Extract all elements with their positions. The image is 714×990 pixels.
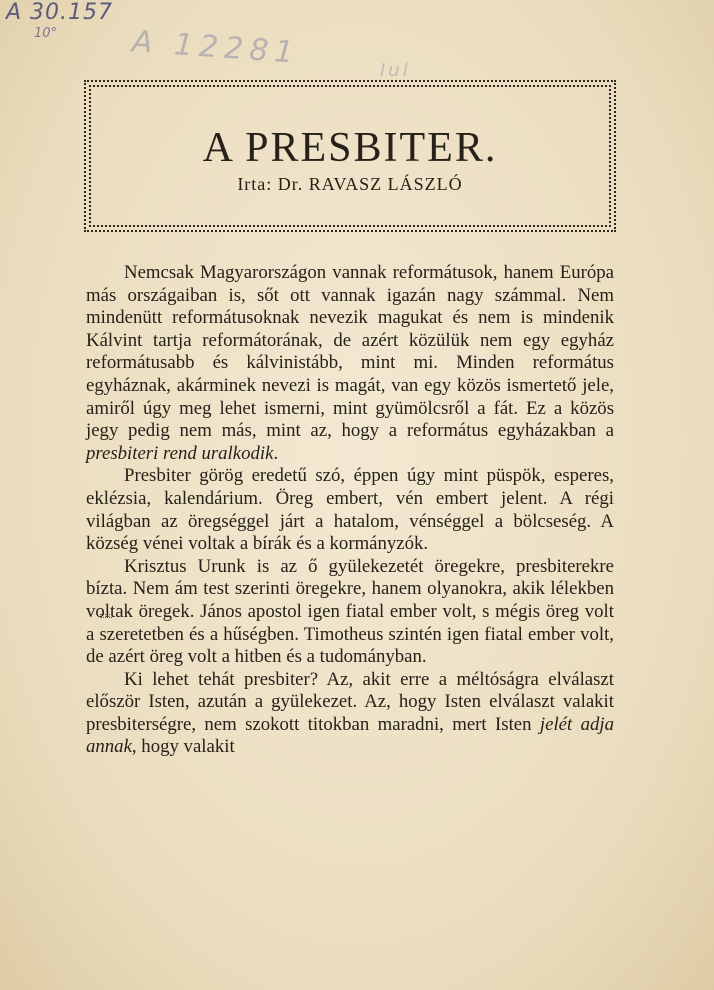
author-name: RAVASZ LÁSZLÓ [308, 174, 463, 194]
author-line [84, 174, 616, 195]
handwritten-catalog-number: A 30.157 [6, 0, 114, 25]
paragraph: Presbiter görög eredetű szó, éppen úgy mint püspök, esperes, eklézsia, kalendárium. Öreg embert, vén embert jelent. A régi világban az öregséggel járt a hatalom, vénséggel a bölcseség. A község vénei voltak a bírák és a kormányzók. [86, 465, 614, 555]
faint-inventory-number: A 12281 [130, 24, 301, 71]
page-title: A PRESBITER. [202, 125, 498, 171]
faint-handwritten-note: Iul [380, 60, 411, 81]
margin-mark [100, 614, 112, 618]
paragraph: Nemcsak Magyarországon vannak reformátusok, hanem Európa más országaiban is, sőt ott vannak igazán nagy számmal. Nem mindenütt reformátusoknak nevezik magukat és nem is mindenik Kálvint tartja reformátorának, de azért közülük nem egy egyház reformátusabb és kálvinistább, mint mi. Minden református egyháznak, akárminek nevezi is magát, van egy közös ismertető jele, amiről úgy meg lehet ismerni, mint gyümölcsről a fát. Ez a közös jegy pedig nem más, mint az, hogy a református egyházakban a presbiteri rend uralkodik. [86, 262, 614, 464]
handwritten-degree-mark: 10° [34, 26, 58, 41]
paragraph: Krisztus Urunk is az ő gyülekezetét öregekre, presbiterekre bízta. Nem ám test szerinti öregekre, hanem olyanokra, akik lélekben voltak öregek. János apostol igen fiatal ember volt, s mégis öreg volt a szeretetben és a hűségben. Timotheus szintén igen fiatal ember volt, de azért öreg volt a hitben és a tudományban. [86, 555, 614, 668]
article-body [86, 262, 614, 759]
author-prefix: Irta: Dr. [237, 174, 304, 194]
paragraph: Ki lehet tehát presbiter? Az, akit erre a méltóságra elválaszt először Isten, azután a gyülekezet. Az, hogy Isten elválaszt valakit presbiterségre, nem szokott titokban maradni, mert Isten jelét adja annak, hogy valakit [86, 668, 614, 758]
